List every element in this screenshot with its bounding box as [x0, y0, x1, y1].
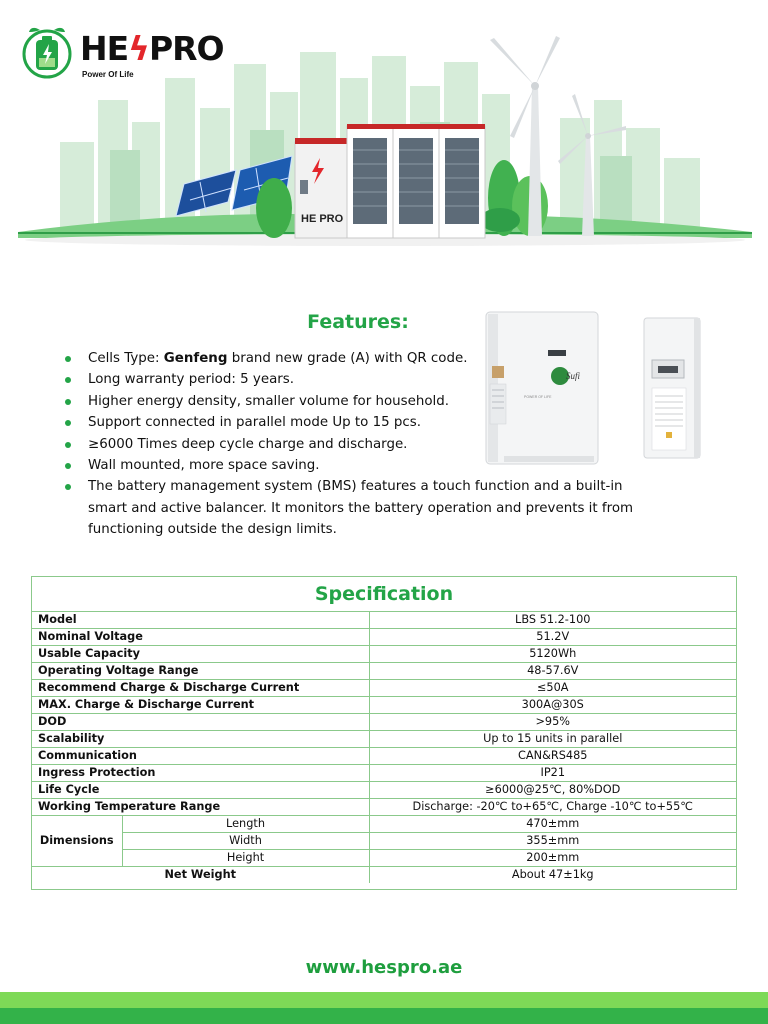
table-row — [32, 782, 736, 799]
spec-label: Life Cycle — [32, 782, 369, 799]
product-image — [480, 306, 712, 476]
features-heading: Features: — [307, 311, 409, 333]
spec-label: DOD — [32, 714, 369, 731]
spec-label: Communication — [32, 748, 369, 765]
table-row — [32, 833, 736, 850]
feature-item: Long warranty period: 5 years. — [62, 369, 652, 390]
dimension-value: 470±mm — [369, 816, 736, 833]
net-weight-value: About 47±1kg — [369, 867, 736, 884]
table-row — [32, 816, 736, 833]
table-row — [32, 663, 736, 680]
dimensions-label: Dimensions — [32, 816, 122, 867]
table-row — [32, 680, 736, 697]
spec-label: Nominal Voltage — [32, 629, 369, 646]
lightning-bolt-icon: ϟ — [128, 29, 149, 68]
dimension-value: 200±mm — [369, 850, 736, 867]
spec-label: MAX. Charge & Discharge Current — [32, 697, 369, 714]
battery-unit-front — [486, 312, 598, 464]
spec-value: LBS 51.2-100 — [369, 612, 736, 629]
table-row — [32, 697, 736, 714]
table-row — [32, 748, 736, 765]
table-row — [32, 799, 736, 816]
spec-label: Working Temperature Range — [32, 799, 369, 816]
battery-cabinet — [295, 124, 485, 238]
brand-tagline: Power Of Life — [82, 70, 134, 79]
table-row — [32, 765, 736, 782]
cabinet-label: HE PRO — [301, 213, 344, 225]
table-row — [32, 714, 736, 731]
dimension-label: Height — [122, 850, 369, 867]
spec-label: Model — [32, 612, 369, 629]
feature-item: Support connected in parallel mode Up to 15 pcs. — [62, 412, 652, 433]
net-weight-label: Net Weight — [32, 867, 369, 884]
spec-value: 300A@30S — [369, 697, 736, 714]
feature-item: The battery management system (BMS) features a touch function and a built-in smart and active balancer. It monitors the battery operation and prevents it from functioning outside the design limits. — [62, 476, 652, 540]
spec-label: Ingress Protection — [32, 765, 369, 782]
spec-value: 51.2V — [369, 629, 736, 646]
spec-value: 48-57.6V — [369, 663, 736, 680]
spec-value: ≥6000@25℃, 80%DOD — [369, 782, 736, 799]
specification-heading: Specification — [32, 577, 736, 612]
table-row — [32, 629, 736, 646]
dimension-label: Length — [122, 816, 369, 833]
footer-bar-dark — [0, 1008, 768, 1024]
spec-label: Recommend Charge & Discharge Current — [32, 680, 369, 697]
spec-value: Discharge: -20℃ to+65℃, Charge -10℃ to+55℃ — [369, 799, 736, 816]
feature-item: Wall mounted, more space saving. — [62, 455, 652, 476]
spec-label: Operating Voltage Range — [32, 663, 369, 680]
product-front-logo: Sufi — [566, 371, 581, 381]
spec-rows — [32, 612, 736, 883]
table-row — [32, 612, 736, 629]
table-row — [32, 646, 736, 663]
feature-item: Cells Type: Genfeng brand new grade (A) with QR code. — [62, 348, 652, 369]
hero-illustration — [0, 30, 768, 270]
spec-label: Usable Capacity — [32, 646, 369, 663]
spec-value: Up to 15 units in parallel — [369, 731, 736, 748]
product-front-tagline: POWER OF LIFE — [524, 395, 552, 399]
footer-bar-light — [0, 992, 768, 1008]
dimension-value: 355±mm — [369, 833, 736, 850]
feature-item: ≥6000 Times deep cycle charge and discharge. — [62, 434, 652, 455]
website-link[interactable]: www.hespro.ae — [305, 957, 463, 978]
feature-item: Higher energy density, smaller volume for household. — [62, 391, 652, 412]
battery-unit-side — [644, 318, 700, 458]
table-row — [32, 867, 736, 884]
spec-value: 5120Wh — [369, 646, 736, 663]
spec-value: >95% — [369, 714, 736, 731]
spec-value: IP21 — [369, 765, 736, 782]
specification-table — [31, 576, 737, 890]
brand-wordmark: HEϟPRO — [80, 29, 224, 68]
spec-value: CAN&RS485 — [369, 748, 736, 765]
dimension-label: Width — [122, 833, 369, 850]
table-row — [32, 850, 736, 867]
table-row — [32, 731, 736, 748]
spec-value: ≤50A — [369, 680, 736, 697]
spec-label: Scalability — [32, 731, 369, 748]
